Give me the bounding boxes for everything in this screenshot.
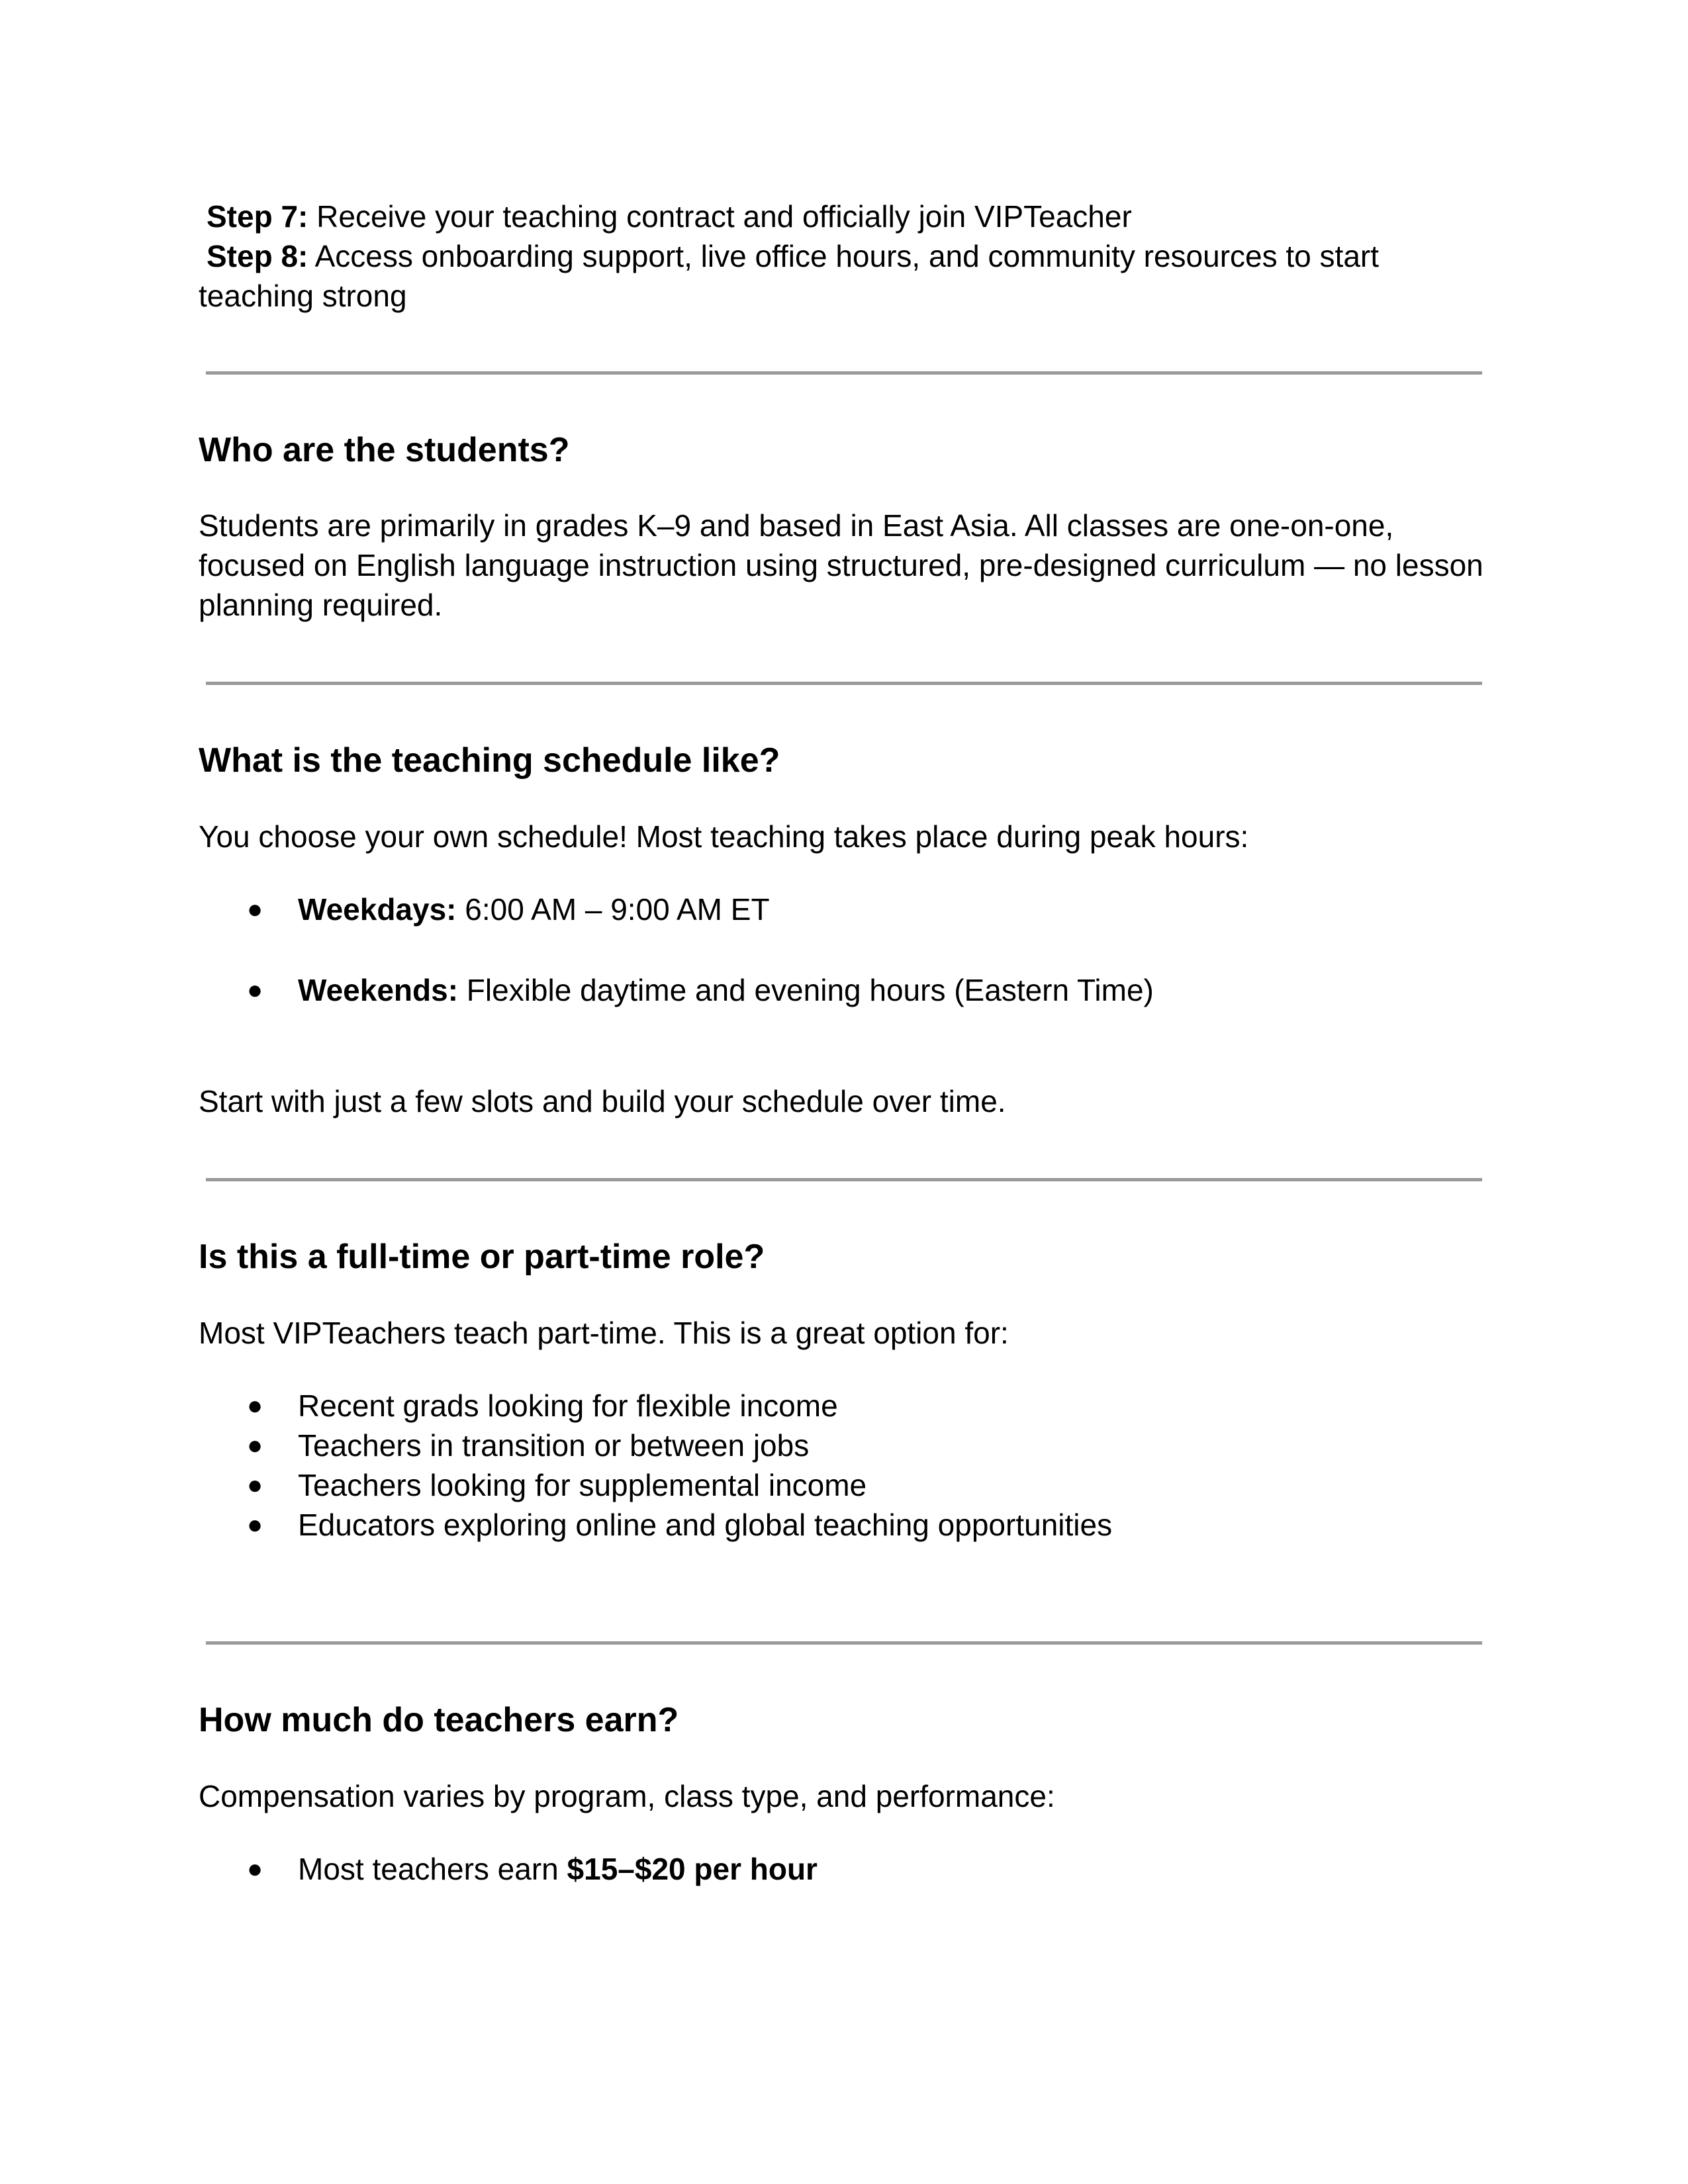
students-heading: Who are the students? [199,431,570,469]
schedule-heading: What is the teaching schedule like? [199,741,780,780]
schedule-intro: You choose your own schedule! Most teaching takes place during peak hours: [199,819,1249,854]
step-8-label: Step 8: [207,239,308,273]
step-8-continuation: teaching strong [199,279,407,313]
weekdays-text: 6:00 AM – 9:00 AM ET [456,892,770,927]
section-divider [206,1641,1482,1645]
role-intro: Most VIPTeachers teach part-time. This is a great option for: [199,1316,1009,1350]
bullet-icon: ● [247,976,263,1005]
bullet-icon: ● [247,1391,263,1420]
step-8 [207,236,1379,276]
earnings-rate: $15–$20 per hour [567,1852,818,1886]
earnings-intro: Compensation varies by program, class type, and performance: [199,1779,1055,1813]
schedule-item-weekdays [298,889,770,929]
step-7 [207,197,1132,236]
section-divider [206,682,1482,685]
schedule-outro: Start with just a few slots and build your schedule over time. [199,1084,1006,1118]
weekends-text: Flexible daytime and evening hours (Eastern Time) [458,973,1154,1007]
bullet-icon: ● [247,1431,263,1460]
bullet-icon: ● [247,895,263,924]
list-item: Teachers in transition or between jobs [298,1428,810,1463]
schedule-item-weekends [298,970,1154,1010]
step-8-text: Access onboarding support, live office hours, and community resources to start [308,239,1380,273]
earnings-heading: How much do teachers earn? [199,1701,679,1739]
weekends-label: Weekends: [298,973,459,1007]
students-paragraph-line: planning required. [199,588,443,622]
list-item: Educators exploring online and global teaching opportunities [298,1508,1113,1542]
weekdays-label: Weekdays: [298,892,457,927]
section-divider [206,1178,1482,1181]
students-paragraph-line: focused on English language instruction using structured, pre-designed curriculum — no lesson [199,548,1483,582]
role-heading: Is this a full-time or part-time role? [199,1238,765,1276]
step-7-label: Step 7: [207,199,308,234]
earnings-item-text: Most teachers earn [298,1852,567,1886]
bullet-icon: ● [247,1854,263,1884]
list-item: Recent grads looking for flexible income [298,1388,838,1423]
bullet-icon: ● [247,1510,263,1539]
list-item: Teachers looking for supplemental income [298,1468,867,1502]
students-paragraph-line: Students are primarily in grades K–9 and based in East Asia. All classes are one-on-one, [199,508,1394,543]
earnings-item [298,1849,818,1889]
bullet-icon: ● [247,1471,263,1500]
step-7-text: Receive your teaching contract and officially join VIPTeacher [308,199,1132,234]
section-divider [206,371,1482,375]
